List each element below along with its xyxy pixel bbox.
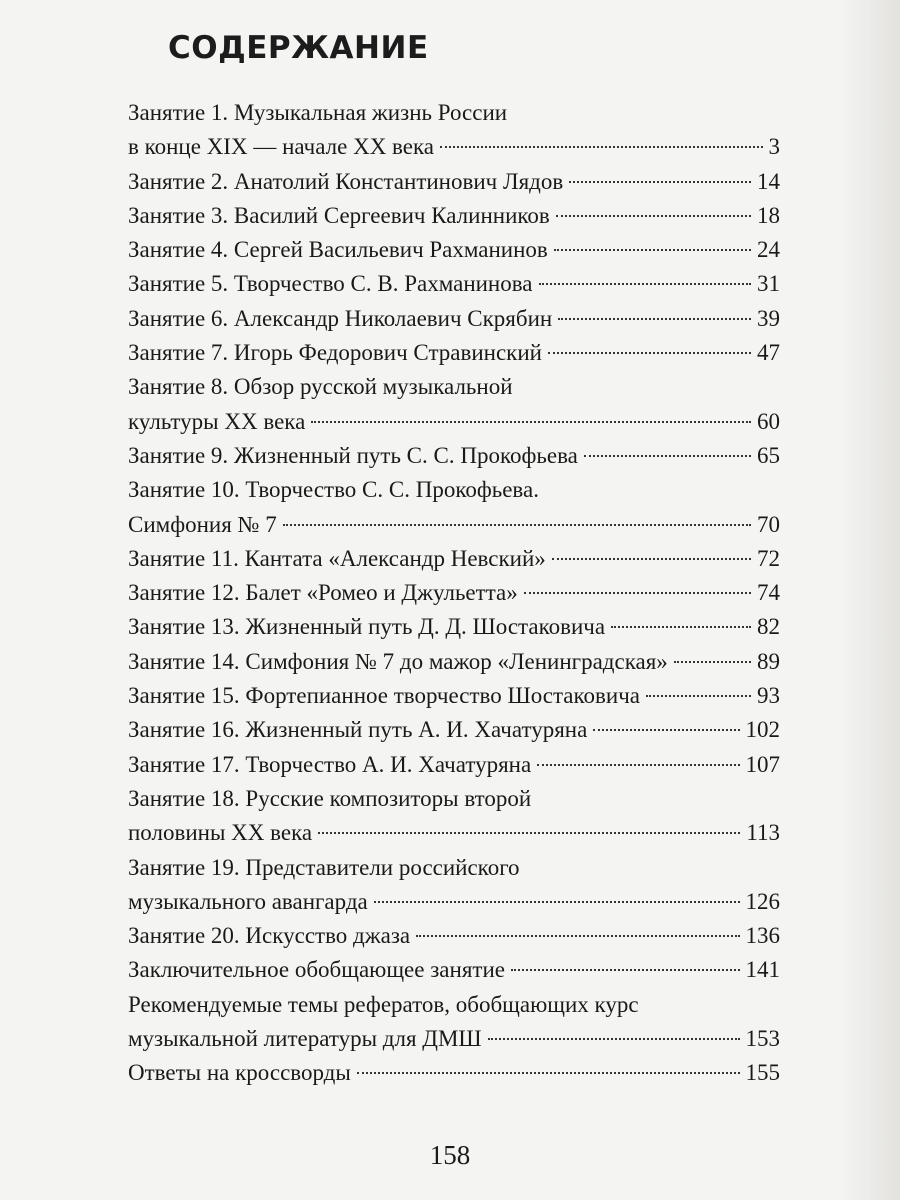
toc-entry-title: Занятие 9. Жизненный путь С. С. Прокофьева [128, 442, 578, 468]
toc-entry-page: 39 [757, 305, 780, 331]
toc-entry-page: 155 [745, 1060, 780, 1086]
toc-entry [128, 473, 780, 542]
dot-leader [548, 352, 751, 354]
toc-entry [128, 953, 780, 987]
toc-entry [128, 439, 780, 473]
dot-leader [537, 764, 739, 766]
toc-entry-title: Занятие 14. Симфония № 7 до мажор «Ленинградская» [128, 648, 668, 674]
toc-entry [128, 645, 780, 679]
dot-leader [552, 558, 751, 560]
dot-leader [311, 421, 751, 423]
toc-entry [128, 233, 780, 267]
toc-entry [128, 165, 780, 199]
toc-entry-page: 18 [757, 202, 780, 228]
toc-entry [128, 199, 780, 233]
toc-entry [128, 267, 780, 301]
toc-entry-page: 47 [757, 340, 780, 366]
toc-entry-title: Занятие 16. Жизненный путь А. И. Хачатуряна [128, 717, 588, 743]
toc-entry-title: Занятие 2. Анатолий Константинович Лядов [128, 168, 564, 194]
dot-leader [524, 592, 751, 594]
toc-entry-page: 89 [757, 648, 780, 674]
dot-leader [569, 181, 751, 183]
toc-entry-page: 72 [757, 545, 780, 571]
toc-entry-title-continued: музыкальной литературы для ДМШ [128, 1026, 482, 1052]
toc-entry-page: 126 [745, 888, 780, 914]
toc-entry [128, 988, 780, 1057]
toc-entry [128, 851, 780, 920]
toc-entry-title: Занятие 3. Василий Сергеевич Калинников [128, 202, 550, 228]
dot-leader [283, 524, 751, 526]
toc-entry [128, 1056, 780, 1090]
dot-leader [556, 215, 751, 217]
toc-entry-page: 14 [757, 168, 780, 194]
toc-entry-title: Занятие 4. Сергей Васильевич Рахманинов [128, 237, 548, 263]
toc-entry-title: Занятие 18. Русские композиторы второй [128, 785, 532, 811]
dot-leader [357, 1072, 740, 1074]
toc-entry [128, 782, 780, 851]
toc-entry-title: Занятие 8. Обзор русской музыкальной [128, 374, 513, 400]
toc-entry-title-continued: культуры XX века [128, 408, 306, 434]
toc-entry [128, 713, 780, 747]
toc-entry-title-continued: музыкального авангарда [128, 888, 368, 914]
dot-leader [539, 283, 751, 285]
toc-entry-page: 136 [745, 923, 780, 949]
toc-entry-title: Занятие 6. Александр Николаевич Скрябин [128, 305, 553, 331]
toc-entry-title: Ответы на кроссворды [128, 1060, 351, 1086]
toc-entry-title: Занятие 1. Музыкальная жизнь России [128, 100, 508, 125]
dot-leader [558, 318, 751, 320]
toc-entry [128, 336, 780, 370]
toc-entry-title: Рекомендуемые темы рефератов, обобщающих курс [128, 991, 639, 1017]
toc-entry [128, 302, 780, 336]
toc-entry-page: 82 [757, 614, 780, 640]
toc-entry-page: 102 [745, 717, 780, 743]
page-number: 158 [429, 1140, 471, 1170]
toc-entry-page: 60 [757, 408, 780, 434]
toc-entry [128, 542, 780, 576]
toc-entry-page: 113 [746, 820, 780, 846]
toc-entry-title: Занятие 15. Фортепианное творчество Шостаковича [128, 683, 640, 709]
dot-leader [374, 901, 740, 903]
toc-entry-title: Заключительное обобщающее занятие [128, 957, 505, 983]
toc-entry-title: Занятие 13. Жизненный путь Д. Д. Шостаковича [128, 614, 606, 640]
toc-entry-page: 93 [757, 683, 780, 709]
dot-leader [674, 661, 751, 663]
dot-leader [488, 1038, 740, 1040]
toc-entry-title: Занятие 5. Творчество С. В. Рахманинова [128, 271, 533, 297]
toc-entry [128, 370, 780, 439]
toc-entry-title: Занятие 19. Представители российского [128, 854, 520, 880]
dot-leader [511, 969, 740, 971]
toc-entry-page: 107 [745, 751, 780, 777]
toc-entry-title-continued: Симфония № 7 [128, 511, 277, 537]
dot-leader [611, 626, 751, 628]
toc-entry-title: Занятие 17. Творчество А. И. Хачатуряна [128, 751, 532, 777]
dot-leader [440, 146, 762, 148]
toc-entry-title-continued: в конце XIX — начале XX века [128, 134, 435, 160]
dot-leader [593, 729, 739, 731]
toc-entry [128, 96, 780, 165]
dot-leader [416, 935, 739, 937]
toc-entry-page: 74 [757, 580, 780, 606]
toc-entry-page: 70 [757, 511, 780, 537]
toc-entry-page: 65 [757, 442, 780, 468]
page-title: СОДЕРЖАНИЕ [168, 30, 429, 66]
toc-entry-page: 24 [757, 237, 780, 263]
toc-entry [128, 919, 780, 953]
toc-entry [128, 748, 780, 782]
table-of-contents [128, 96, 780, 1091]
toc-entry-title-continued: половины XX века [128, 820, 313, 846]
toc-entry-page: 141 [745, 957, 780, 983]
toc-entry-page: 3 [768, 134, 780, 160]
toc-entry [128, 610, 780, 644]
toc-entry [128, 576, 780, 610]
dot-leader [584, 455, 751, 457]
toc-entry-title: Занятие 10. Творчество С. С. Прокофьева. [128, 477, 539, 503]
toc-entry [128, 679, 780, 713]
dot-leader [318, 832, 740, 834]
toc-entry-page: 31 [757, 271, 780, 297]
toc-entry-title: Занятие 7. Игорь Федорович Стравинский [128, 340, 542, 366]
toc-entry-page: 153 [745, 1026, 780, 1052]
page-edge-shadow [840, 0, 900, 1200]
dot-leader [646, 695, 751, 697]
toc-entry-title: Занятие 20. Искусство джаза [128, 923, 411, 949]
toc-entry-title: Занятие 12. Балет «Ромео и Джульетта» [128, 580, 518, 606]
toc-entry-title: Занятие 11. Кантата «Александр Невский» [128, 545, 546, 571]
dot-leader [554, 249, 751, 251]
